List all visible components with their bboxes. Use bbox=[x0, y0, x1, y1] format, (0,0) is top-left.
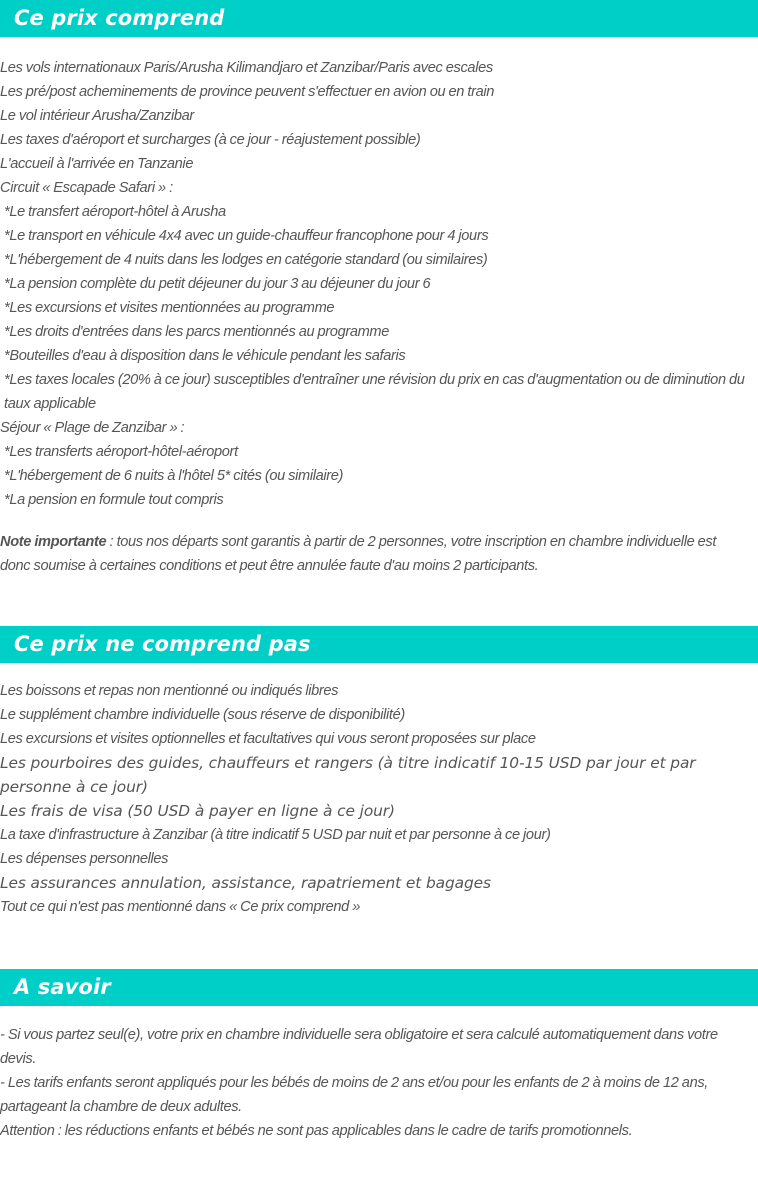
list-item: Tout ce qui n'est pas mentionné dans « Ce prix comprend » bbox=[0, 899, 360, 915]
section-title-to-know: A savoir bbox=[14, 975, 111, 999]
spacer bbox=[0, 512, 746, 530]
spacer bbox=[0, 919, 758, 969]
list-item: *L'hébergement de 4 nuits dans les lodges en catégorie standard (ou similaires) bbox=[4, 252, 488, 268]
section-body-not-included bbox=[0, 679, 758, 919]
section-header-to-know bbox=[0, 969, 758, 1006]
list-item: Les pourboires des guides, chauffeurs et rangers (à titre indicatif 10-15 USD par jour et par personne à ce jour) bbox=[0, 754, 696, 796]
list-item: La taxe d'infrastructure à Zanzibar (à titre indicatif 5 USD par nuit et par personne à ce jour) bbox=[0, 827, 551, 843]
spacer bbox=[0, 578, 758, 626]
list-item: Circuit « Escapade Safari » : bbox=[0, 180, 173, 196]
list-item: Les vols internationaux Paris/Arusha Kilimandjaro et Zanzibar/Paris avec escales bbox=[0, 60, 493, 76]
spacer bbox=[0, 663, 758, 679]
list-item: Les excursions et visites optionnelles et facultatives qui vous seront proposées sur place bbox=[0, 731, 536, 747]
list-item: *Les droits d'entrées dans les parcs mentionnés au programme bbox=[4, 324, 389, 340]
list-item: Les assurances annulation, assistance, rapatriement et bagages bbox=[0, 874, 491, 892]
list-item: Séjour « Plage de Zanzibar » : bbox=[0, 420, 185, 436]
list-item: Les frais de visa (50 USD à payer en ligne à ce jour) bbox=[0, 802, 395, 820]
section-body-included bbox=[0, 56, 758, 578]
list-item: - Les tarifs enfants seront appliqués pour les bébés de moins de 2 ans et/ou pour les enfants de 2 à moins de 12 ans, partageant la chambre de deux adultes. bbox=[0, 1075, 708, 1115]
important-note-text: : tous nos départs sont garantis à partir de 2 personnes, votre inscription en chambre individuelle est donc soumise à certaines conditions et peut être annulée faute d'au moins 2 participants. bbox=[0, 534, 717, 574]
list-item: Les dépenses personnelles bbox=[0, 851, 169, 867]
section-body-to-know bbox=[0, 1023, 758, 1143]
list-item: *Les taxes locales (20% à ce jour) susceptibles d'entraîner une révision du prix en cas d'augmentation ou de diminution du taux applicable bbox=[4, 372, 745, 412]
list-item: Attention : les réductions enfants et bébés ne sont pas applicables dans le cadre de tarifs promotionnels. bbox=[0, 1123, 633, 1139]
list-item: Le supplément chambre individuelle (sous réserve de disponibilité) bbox=[0, 707, 405, 723]
list-item: *La pension complète du petit déjeuner du jour 3 au déjeuner du jour 6 bbox=[4, 276, 431, 292]
section-title-included: Ce prix comprend bbox=[14, 6, 225, 30]
list-item: Le vol intérieur Arusha/Zanzibar bbox=[0, 108, 194, 124]
list-item: Les taxes d'aéroport et surcharges (à ce jour - réajustement possible) bbox=[0, 132, 421, 148]
list-item: *L'hébergement de 6 nuits à l'hôtel 5* cités (ou similaire) bbox=[4, 468, 344, 484]
section-header-included bbox=[0, 0, 758, 37]
list-item: *La pension en formule tout compris bbox=[4, 492, 224, 508]
list-item: *Les transferts aéroport-hôtel-aéroport bbox=[4, 444, 238, 460]
important-note bbox=[0, 530, 746, 578]
list-item: Les pré/post acheminements de province peuvent s'effectuer en avion ou en train bbox=[0, 84, 495, 100]
important-note-label: Note importante bbox=[0, 534, 107, 550]
list-item: *Bouteilles d'eau à disposition dans le véhicule pendant les safaris bbox=[4, 348, 406, 364]
list-item: *Les excursions et visites mentionnées au programme bbox=[4, 300, 335, 316]
list-item: *Le transfert aéroport-hôtel à Arusha bbox=[4, 204, 226, 220]
list-item: - Si vous partez seul(e), votre prix en chambre individuelle sera obligatoire et sera calculé automatiquement dans votre devis. bbox=[0, 1027, 718, 1067]
list-item: *Le transport en véhicule 4x4 avec un guide-chauffeur francophone pour 4 jours bbox=[4, 228, 489, 244]
list-item: Les boissons et repas non mentionné ou indiqués libres bbox=[0, 683, 339, 699]
spacer bbox=[0, 1006, 758, 1023]
list-item: L'accueil à l'arrivée en Tanzanie bbox=[0, 156, 194, 172]
section-header-not-included bbox=[0, 626, 758, 663]
spacer bbox=[0, 37, 758, 56]
section-title-not-included: Ce prix ne comprend pas bbox=[14, 632, 311, 656]
